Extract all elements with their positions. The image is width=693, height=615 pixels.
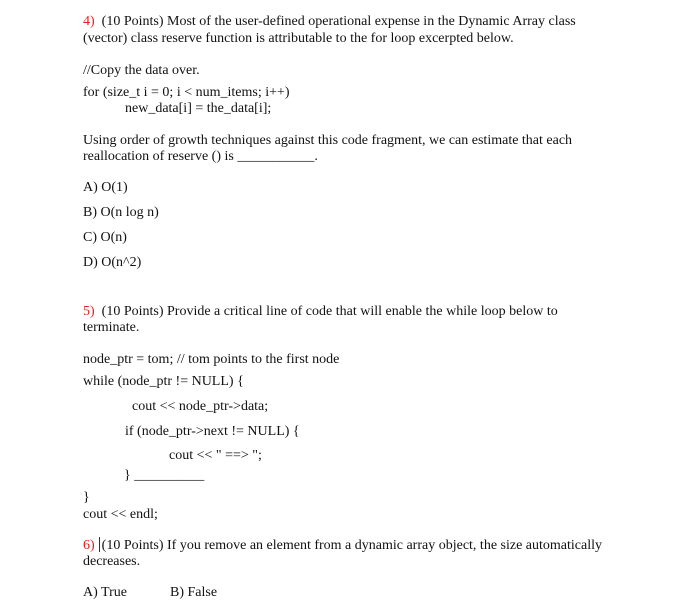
code-line-blank: } __________	[124, 468, 205, 483]
option-b: B) O(n log n)	[83, 205, 159, 220]
code-line: cout << " ==> ";	[169, 448, 262, 463]
option-a: A) True	[83, 585, 127, 600]
question-4-header	[83, 13, 576, 30]
question-prompt: Using order of growth techniques against this code fragment, we can estimate that each	[83, 133, 573, 148]
code-line: for (size_t i = 0; i < num_items; i++)	[83, 85, 290, 100]
code-line: cout << node_ptr->data;	[132, 399, 269, 414]
question-number: 6)	[83, 538, 95, 553]
question-5-header	[83, 303, 558, 320]
option-a: A) O(1)	[83, 180, 128, 195]
code-line: }	[83, 490, 90, 505]
code-line: if (node_ptr->next != NULL) {	[125, 424, 300, 439]
question-text: terminate.	[83, 320, 140, 335]
code-line: new_data[i] = the_data[i];	[125, 101, 272, 116]
code-line: cout << endl;	[83, 507, 158, 522]
question-text: (10 Points) Most of the user-defined operational expense in the Dynamic Array class	[101, 14, 576, 29]
question-text: (vector) class reserve function is attributable to the for loop excerpted below.	[83, 31, 514, 46]
question-text: (10 Points) Provide a critical line of code that will enable the while loop below to	[101, 304, 558, 319]
code-line: while (node_ptr != NULL) {	[83, 374, 244, 389]
code-line: //Copy the data over.	[83, 63, 200, 78]
option-b: B) False	[170, 585, 218, 600]
question-text: decreases.	[83, 554, 141, 569]
code-line: node_ptr = tom; // tom points to the first node	[83, 352, 340, 367]
question-6-header	[83, 537, 602, 554]
option-c: C) O(n)	[83, 230, 127, 245]
question-number: 4)	[83, 14, 95, 29]
question-prompt: reallocation of reserve () is ___________.	[83, 149, 318, 164]
option-d: D) O(n^2)	[83, 255, 142, 270]
text-cursor	[99, 537, 100, 552]
question-number: 5)	[83, 304, 95, 319]
question-text: (10 Points) If you remove an element from a dynamic array object, the size automatically	[101, 538, 602, 553]
